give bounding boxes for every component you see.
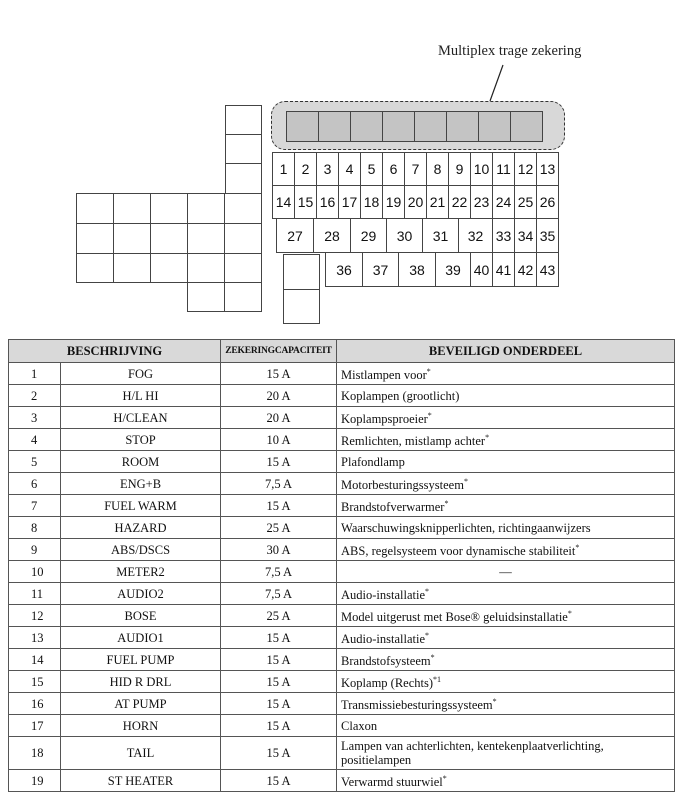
relay-slot — [113, 223, 151, 254]
protected-component — [337, 429, 675, 451]
fuse-slot: 8 — [426, 152, 449, 186]
fuse-slot: 14 — [272, 185, 295, 219]
protected-component — [337, 473, 675, 495]
fuse-number: 17 — [9, 715, 61, 737]
fuse-slot: 3 — [316, 152, 339, 186]
fuse-capacity: 10 A — [221, 429, 337, 451]
component-text: Audio-installatie — [341, 632, 426, 647]
fuse-description: H/L HI — [61, 385, 221, 407]
table-row — [9, 451, 675, 473]
component-text: Koplampen (grootlicht) — [341, 388, 460, 403]
protected-component — [337, 649, 675, 671]
fuse-number: 4 — [9, 429, 61, 451]
fuse-capacity: 15 A — [221, 737, 337, 770]
table-row — [9, 693, 675, 715]
fuse-slot: 9 — [448, 152, 471, 186]
protected-component — [337, 539, 675, 561]
header-component: BEVEILIGD ONDERDEEL — [337, 340, 675, 363]
relay-slot — [224, 223, 262, 254]
fuse-slot: 32 — [458, 218, 493, 253]
fuse-slot: 28 — [313, 218, 351, 253]
component-text: Mistlampen voor — [341, 368, 427, 383]
multiplex-cell — [446, 111, 479, 142]
fuse-slot: 12 — [514, 152, 537, 186]
fuse-capacity: 7,5 A — [221, 583, 337, 605]
fuse-slot: 41 — [492, 252, 515, 287]
fuse-slot: 5 — [360, 152, 383, 186]
component-text: Audio-installatie — [341, 588, 426, 603]
table-row — [9, 561, 675, 583]
fuse-number: 5 — [9, 451, 61, 473]
table-row — [9, 407, 675, 429]
fuse-capacity: 15 A — [221, 363, 337, 385]
fuse-slot: 6 — [382, 152, 405, 186]
table-row — [9, 737, 675, 770]
table-row — [9, 627, 675, 649]
multiplex-cell — [510, 111, 543, 142]
fuse-description: METER2 — [61, 561, 221, 583]
multiplex-cell — [286, 111, 319, 142]
fuse-number: 18 — [9, 737, 61, 770]
fuse-capacity: 30 A — [221, 539, 337, 561]
fuse-slot: 37 — [362, 252, 399, 287]
fuse-slot: 38 — [398, 252, 436, 287]
fuse-description: TAIL — [61, 737, 221, 770]
table-row — [9, 363, 675, 385]
component-text: Lampen van achterlichten, kentekenplaatverlichting, positielampen — [341, 739, 604, 767]
footnote-marker: * — [430, 652, 435, 662]
fuse-slot: 22 — [448, 185, 471, 219]
component-text: — — [499, 564, 512, 579]
protected-component — [337, 385, 675, 407]
component-text: Koplampsproeier — [341, 412, 428, 427]
multiplex-cell — [318, 111, 351, 142]
protected-component — [337, 363, 675, 385]
multiplex-cell — [478, 111, 511, 142]
component-text: Plafondlamp — [341, 454, 405, 469]
fuse-number: 14 — [9, 649, 61, 671]
relay-slot — [187, 253, 225, 283]
relay-slot — [283, 254, 320, 290]
fuse-number: 12 — [9, 605, 61, 627]
fuse-description: ABS/DSCS — [61, 539, 221, 561]
fuse-capacity: 20 A — [221, 385, 337, 407]
footnote-marker: * — [492, 696, 497, 706]
header-description: BESCHRIJVING — [9, 340, 221, 363]
protected-component — [337, 671, 675, 693]
relay-slot — [225, 134, 262, 164]
relay-slot — [225, 105, 262, 135]
fuse-slot: 40 — [470, 252, 493, 287]
fuse-description: FOG — [61, 363, 221, 385]
fuse-slot: 1 — [272, 152, 295, 186]
fuse-capacity: 15 A — [221, 451, 337, 473]
fuse-number: 8 — [9, 517, 61, 539]
protected-component — [337, 451, 675, 473]
component-text: Motorbesturingssysteem — [341, 478, 464, 493]
fuse-slot: 11 — [492, 152, 515, 186]
relay-slot — [224, 282, 262, 312]
fuse-number: 7 — [9, 495, 61, 517]
relay-slot — [187, 193, 225, 224]
relay-slot — [150, 253, 188, 283]
component-text: Model uitgerust met Bose® geluidsinstallatie — [341, 610, 568, 625]
table-row — [9, 649, 675, 671]
protected-component — [337, 517, 675, 539]
fuse-number: 13 — [9, 627, 61, 649]
fuse-description: BOSE — [61, 605, 221, 627]
protected-component — [337, 627, 675, 649]
fuse-slot: 31 — [422, 218, 459, 253]
component-text: Brandstofsysteem — [341, 654, 431, 669]
protected-component — [337, 770, 675, 792]
relay-slot — [76, 193, 114, 224]
relay-slot — [224, 253, 262, 283]
component-text: Koplamp (Rechts) — [341, 676, 434, 691]
fuse-capacity: 15 A — [221, 671, 337, 693]
fuse-capacity: 15 A — [221, 495, 337, 517]
fuse-slot: 35 — [536, 218, 559, 253]
fuse-capacity: 7,5 A — [221, 473, 337, 495]
fuse-description: AT PUMP — [61, 693, 221, 715]
fuse-slot: 26 — [536, 185, 559, 219]
table-row — [9, 429, 675, 451]
fuse-slot: 18 — [360, 185, 383, 219]
fuse-description: ST HEATER — [61, 770, 221, 792]
footnote-marker: * — [575, 542, 580, 552]
table-row — [9, 583, 675, 605]
protected-component — [337, 715, 675, 737]
fuse-capacity: 15 A — [221, 627, 337, 649]
relay-slot — [150, 223, 188, 254]
fuse-description: HAZARD — [61, 517, 221, 539]
footnote-marker: * — [425, 630, 430, 640]
fuse-slot: 25 — [514, 185, 537, 219]
header-capacity: ZEKERINGCAPACITEIT — [221, 340, 337, 363]
fuse-slot: 13 — [536, 152, 559, 186]
fuse-table — [8, 339, 675, 792]
fuse-number: 10 — [9, 561, 61, 583]
fuse-number: 16 — [9, 693, 61, 715]
multiplex-cell — [382, 111, 415, 142]
fuse-capacity: 7,5 A — [221, 561, 337, 583]
fuse-description: HID R DRL — [61, 671, 221, 693]
relay-slot — [113, 193, 151, 224]
relay-slot — [113, 253, 151, 283]
relay-slot — [187, 282, 225, 312]
fuse-capacity: 15 A — [221, 715, 337, 737]
fuse-capacity: 20 A — [221, 407, 337, 429]
component-text: Transmissiebesturingssysteem — [341, 698, 493, 713]
relay-slot — [224, 193, 262, 224]
relay-slot — [76, 253, 114, 283]
fuse-description: FUEL WARM — [61, 495, 221, 517]
fuse-slot: 16 — [316, 185, 339, 219]
fuse-number: 3 — [9, 407, 61, 429]
fuse-description: ENG+B — [61, 473, 221, 495]
fuse-number: 11 — [9, 583, 61, 605]
fuse-slot: 2 — [294, 152, 317, 186]
footnote-marker: *1 — [433, 674, 442, 684]
fuse-description: FUEL PUMP — [61, 649, 221, 671]
fuse-description: STOP — [61, 429, 221, 451]
fuse-capacity: 25 A — [221, 605, 337, 627]
protected-component — [337, 495, 675, 517]
protected-component — [337, 737, 675, 770]
fuse-slot: 29 — [350, 218, 387, 253]
fuse-slot: 34 — [514, 218, 537, 253]
footnote-marker: * — [463, 476, 468, 486]
fuse-slot: 27 — [276, 218, 314, 253]
relay-slot — [187, 223, 225, 254]
fuse-slot: 43 — [536, 252, 559, 287]
fuse-description: H/CLEAN — [61, 407, 221, 429]
multiplex-caption: Multiplex trage zekering — [438, 43, 582, 59]
fuse-slot: 24 — [492, 185, 515, 219]
table-header-row — [9, 340, 675, 363]
fuse-slot: 23 — [470, 185, 493, 219]
protected-component — [337, 583, 675, 605]
footnote-marker: * — [442, 773, 447, 783]
fuse-capacity: 25 A — [221, 517, 337, 539]
table-row — [9, 715, 675, 737]
fuse-slot: 39 — [435, 252, 471, 287]
fuse-slot: 10 — [470, 152, 493, 186]
relay-slot — [76, 223, 114, 254]
multiplex-cell — [414, 111, 447, 142]
fuse-capacity: 15 A — [221, 649, 337, 671]
fuse-number: 9 — [9, 539, 61, 561]
fuse-number: 1 — [9, 363, 61, 385]
fuse-slot: 7 — [404, 152, 427, 186]
relay-slot — [283, 289, 320, 324]
component-text: ABS, regelsysteem voor dynamische stabiliteit — [341, 544, 576, 559]
fuse-number: 2 — [9, 385, 61, 407]
table-row — [9, 671, 675, 693]
fuse-slot: 15 — [294, 185, 317, 219]
fuse-slot: 33 — [492, 218, 515, 253]
footnote-marker: * — [426, 366, 431, 376]
fuse-box-diagram — [0, 0, 678, 330]
fuse-number: 6 — [9, 473, 61, 495]
footnote-marker: * — [444, 498, 449, 508]
protected-component — [337, 407, 675, 429]
footnote-marker: * — [567, 608, 572, 618]
multiplex-slow-fuse — [271, 101, 565, 150]
fuse-slot: 42 — [514, 252, 537, 287]
component-text: Remlichten, mistlamp achter — [341, 434, 486, 449]
component-text: Waarschuwingsknipperlichten, richtingaanwijzers — [341, 520, 591, 535]
table-row — [9, 539, 675, 561]
footnote-marker: * — [427, 410, 432, 420]
fuse-capacity: 15 A — [221, 693, 337, 715]
protected-component — [337, 693, 675, 715]
protected-component — [337, 561, 675, 583]
fuse-description: AUDIO1 — [61, 627, 221, 649]
table-row — [9, 605, 675, 627]
fuse-number: 15 — [9, 671, 61, 693]
fuse-slot: 36 — [325, 252, 363, 287]
footnote-marker: * — [425, 586, 430, 596]
fuse-description: HORN — [61, 715, 221, 737]
relay-slot — [225, 163, 262, 194]
table-row — [9, 385, 675, 407]
fuse-capacity: 15 A — [221, 770, 337, 792]
table-row — [9, 517, 675, 539]
fuse-slot: 21 — [426, 185, 449, 219]
protected-component — [337, 605, 675, 627]
fuse-description: ROOM — [61, 451, 221, 473]
fuse-slot: 30 — [386, 218, 423, 253]
fuse-number: 19 — [9, 770, 61, 792]
multiplex-cell — [350, 111, 383, 142]
component-text: Verwarmd stuurwiel — [341, 775, 443, 790]
footnote-marker: * — [485, 432, 490, 442]
fuse-slot: 20 — [404, 185, 427, 219]
fuse-description: AUDIO2 — [61, 583, 221, 605]
relay-slot — [150, 193, 188, 224]
table-row — [9, 770, 675, 792]
fuse-slot: 17 — [338, 185, 361, 219]
table-row — [9, 495, 675, 517]
component-text: Brandstofverwarmer — [341, 500, 445, 515]
fuse-slot: 19 — [382, 185, 405, 219]
component-text: Claxon — [341, 718, 378, 733]
fuse-slot: 4 — [338, 152, 361, 186]
table-row — [9, 473, 675, 495]
